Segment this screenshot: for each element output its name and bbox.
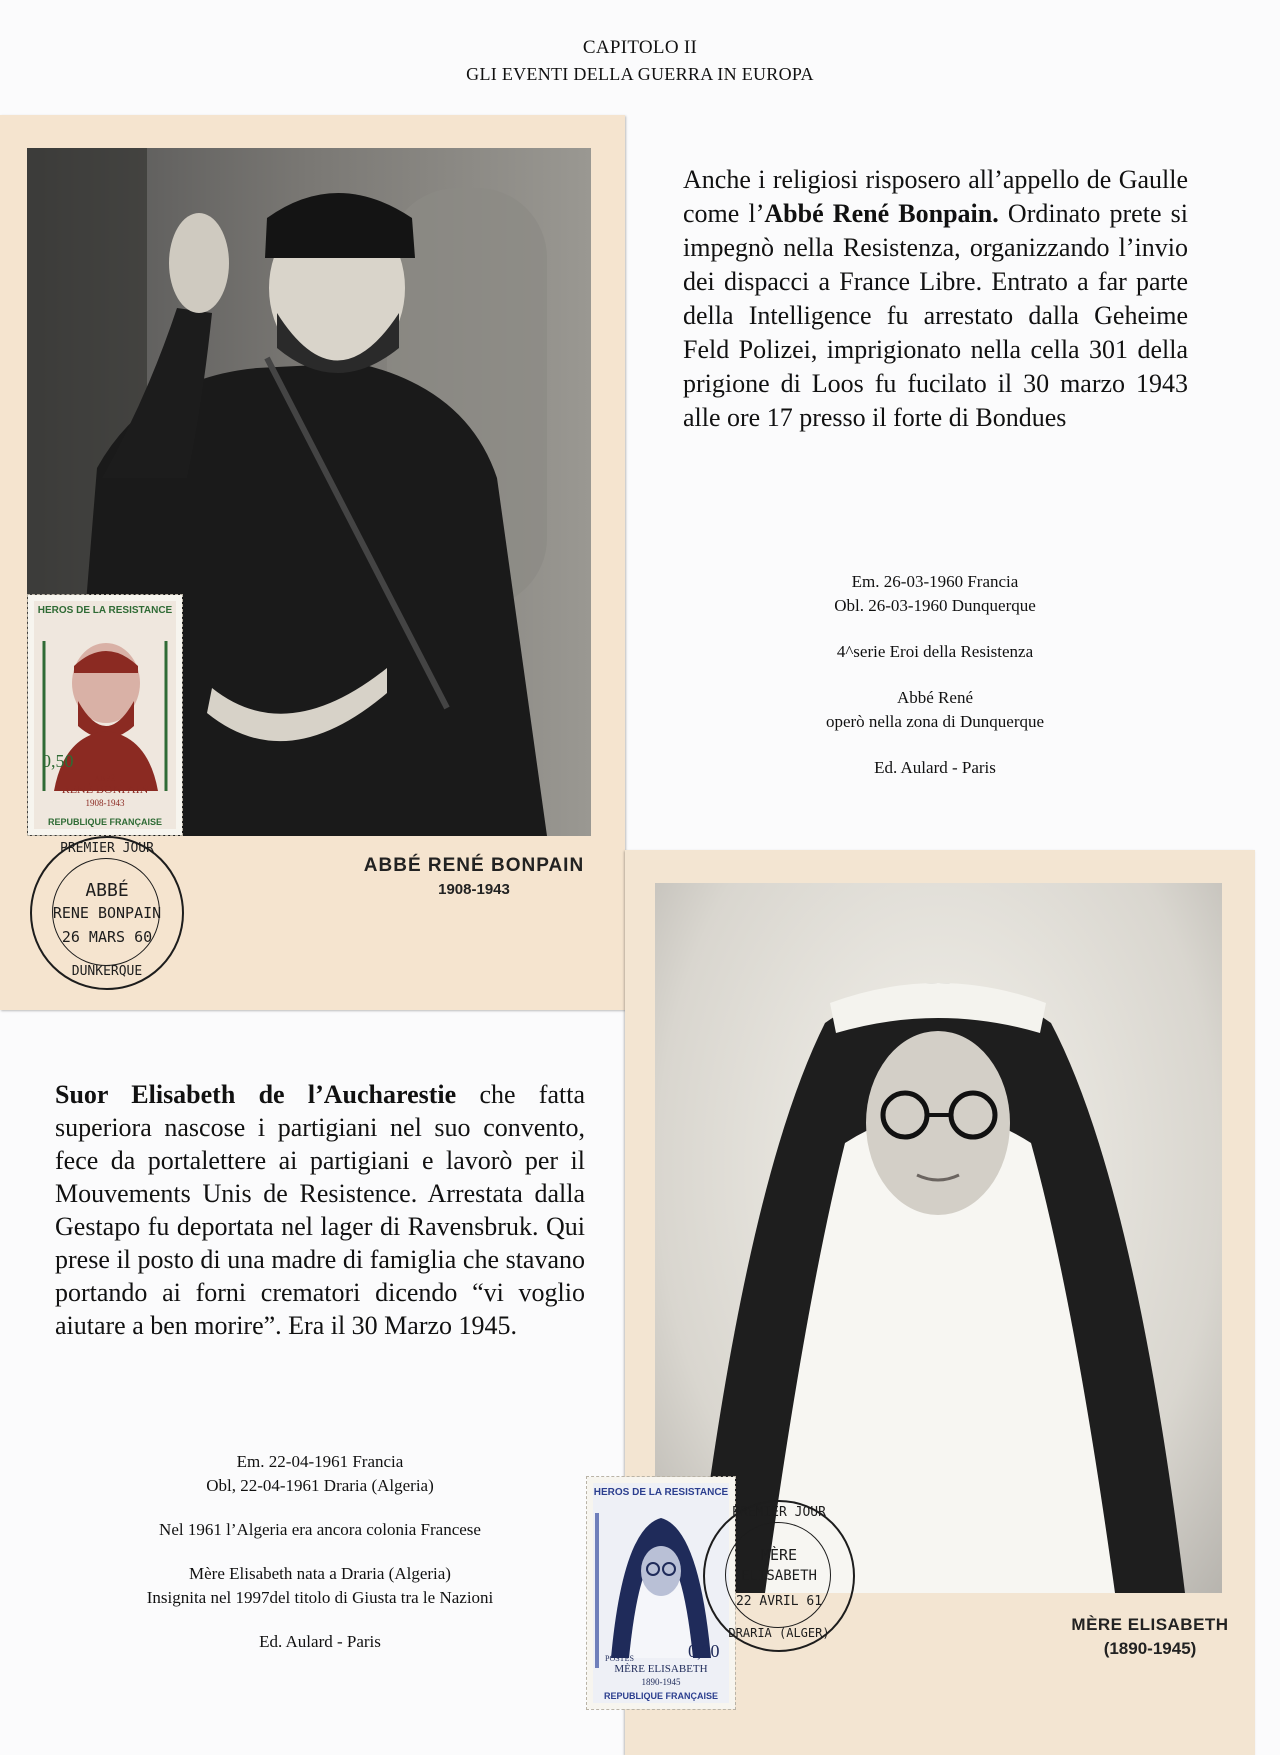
- elisabeth-honor: Insignita nel 1997del titolo di Giusta tra le Nazioni: [146, 1588, 494, 1607]
- bonpain-description: [683, 163, 1188, 435]
- stamp-postes: POSTES: [605, 1654, 634, 1663]
- stamp-value: 0,50: [42, 751, 74, 771]
- postmark-date: 26 MARS 60: [61, 928, 153, 946]
- chapter-subtitle: GLI EVENTI DELLA GUERRA IN EUROPA: [466, 64, 814, 84]
- postmark-place: DUNKERQUE: [71, 964, 143, 979]
- bonpain-name: Abbé René Bonpain.: [764, 199, 999, 228]
- bonpain-stamp: [28, 595, 182, 835]
- elisabeth-postmark: [703, 1500, 855, 1652]
- chapter-title: CAPITOLO II: [582, 37, 698, 58]
- postmark-date: 22 AVRIL 61: [735, 1594, 823, 1609]
- elisabeth-maximum-card: [593, 850, 1255, 1755]
- postmark-line2: RENE BONPAIN: [52, 904, 162, 922]
- stamp-header: HEROS DE LA RESISTANCE: [37, 605, 173, 616]
- stamp-years: 1890-1945: [641, 1677, 681, 1687]
- stamp-name: RENÉ BONPAIN: [61, 782, 149, 796]
- elisabeth-caption-name: MÈRE ELISABETH: [1071, 1615, 1229, 1634]
- bonpain-maximum-card: [0, 115, 625, 1010]
- elisabeth-editor: Ed. Aulard - Paris: [259, 1632, 381, 1651]
- bonpain-issue-info: [735, 570, 1135, 780]
- bonpain-caption-years: 1908-1943: [438, 881, 510, 898]
- elisabeth-born: Mère Elisabeth nata a Draria (Algeria): [189, 1564, 451, 1583]
- postmark-line2: ELISABETH: [741, 1568, 817, 1584]
- elisabeth-paragraph: [55, 1078, 585, 1342]
- postmark-place: DRARIA (ALGER): [728, 1626, 830, 1640]
- stamp-abbe: ABBÉ: [94, 774, 116, 783]
- bonpain-obliteration: Obl. 26-03-1960 Dunquerque: [834, 596, 1036, 615]
- bonpain-body: Ordinato prete si impegnò nella Resistenza, organizzando l’invio dei dispacci a France Libre. Entrato a far parte della Intelligence fu arrestato dalla Geheime Feld Polizei, imprigionato nella cella 301 della prigione di Loos fu fucilato il 30 marzo 1943 alle ore 17 presso il forte di Bondues: [683, 199, 1189, 432]
- elisabeth-emission: Em. 22-04-1961 Francia: [236, 1452, 404, 1471]
- stamp-country: REPUBLIQUE FRANÇAISE: [603, 1691, 718, 1701]
- bonpain-caption-name: ABBÉ RENÉ BONPAIN: [363, 855, 585, 876]
- bonpain-paragraph: [683, 163, 1188, 435]
- bonpain-editor: Ed. Aulard - Paris: [874, 758, 996, 777]
- elisabeth-issue-info: [60, 1450, 580, 1654]
- postmark-line1: ABBÉ: [85, 880, 129, 901]
- elisabeth-portrait: [655, 883, 1222, 1593]
- postmark-line1: MÈRE: [760, 1546, 798, 1564]
- bonpain-abbe: Abbé René: [896, 688, 973, 707]
- elisabeth-caption: [1055, 1615, 1245, 1659]
- elisabeth-name: Suor Elisabeth de l’Aucharestie: [55, 1080, 457, 1109]
- elisabeth-obliteration: Obl, 22-04-1961 Draria (Algeria): [206, 1476, 434, 1495]
- bonpain-zone: operò nella zona di Dunquerque: [825, 712, 1045, 731]
- elisabeth-body: che fatta superiora nascose i partigiani nel suo convento, fece da portalettere ai partigiani e lavorò per il Mouvements Unis de Resistence. Arrestata dalla Gestapo fu deportata nel lager di Ravensbruk. Qui prese il posto di una madre di famiglia che stavano portando ai forni crematori dicendo “vi voglio aiutare a ben morire”. Era il 30 Marzo 1945.: [55, 1080, 585, 1340]
- bonpain-series: 4^serie Eroi della Resistenza: [836, 642, 1034, 661]
- stamp-country: REPUBLIQUE FRANÇAISE: [47, 817, 162, 827]
- stamp-years: 1908-1943: [85, 798, 125, 808]
- stamp-value: 0,30: [688, 1641, 720, 1661]
- stamp-header: HEROS DE LA RESISTANCE: [593, 1487, 729, 1498]
- bonpain-caption: [340, 855, 608, 898]
- postmark-top: PREMIER JOUR: [60, 841, 154, 856]
- bonpain-intro: Anche i religiosi risposero all’appello de Gaulle come l’: [683, 165, 1188, 228]
- elisabeth-description: [55, 1078, 585, 1342]
- postmark-top: PREMIER JOUR: [732, 1505, 826, 1520]
- page-header: [0, 34, 1280, 88]
- bonpain-emission: Em. 26-03-1960 Francia: [851, 572, 1019, 591]
- elisabeth-colony-note: Nel 1961 l’Algeria era ancora colonia Francese: [159, 1520, 481, 1539]
- bonpain-postmark: [30, 836, 184, 990]
- elisabeth-caption-years: (1890-1945): [1103, 1639, 1197, 1658]
- stamp-name: MÈRE ELISABETH: [614, 1663, 708, 1675]
